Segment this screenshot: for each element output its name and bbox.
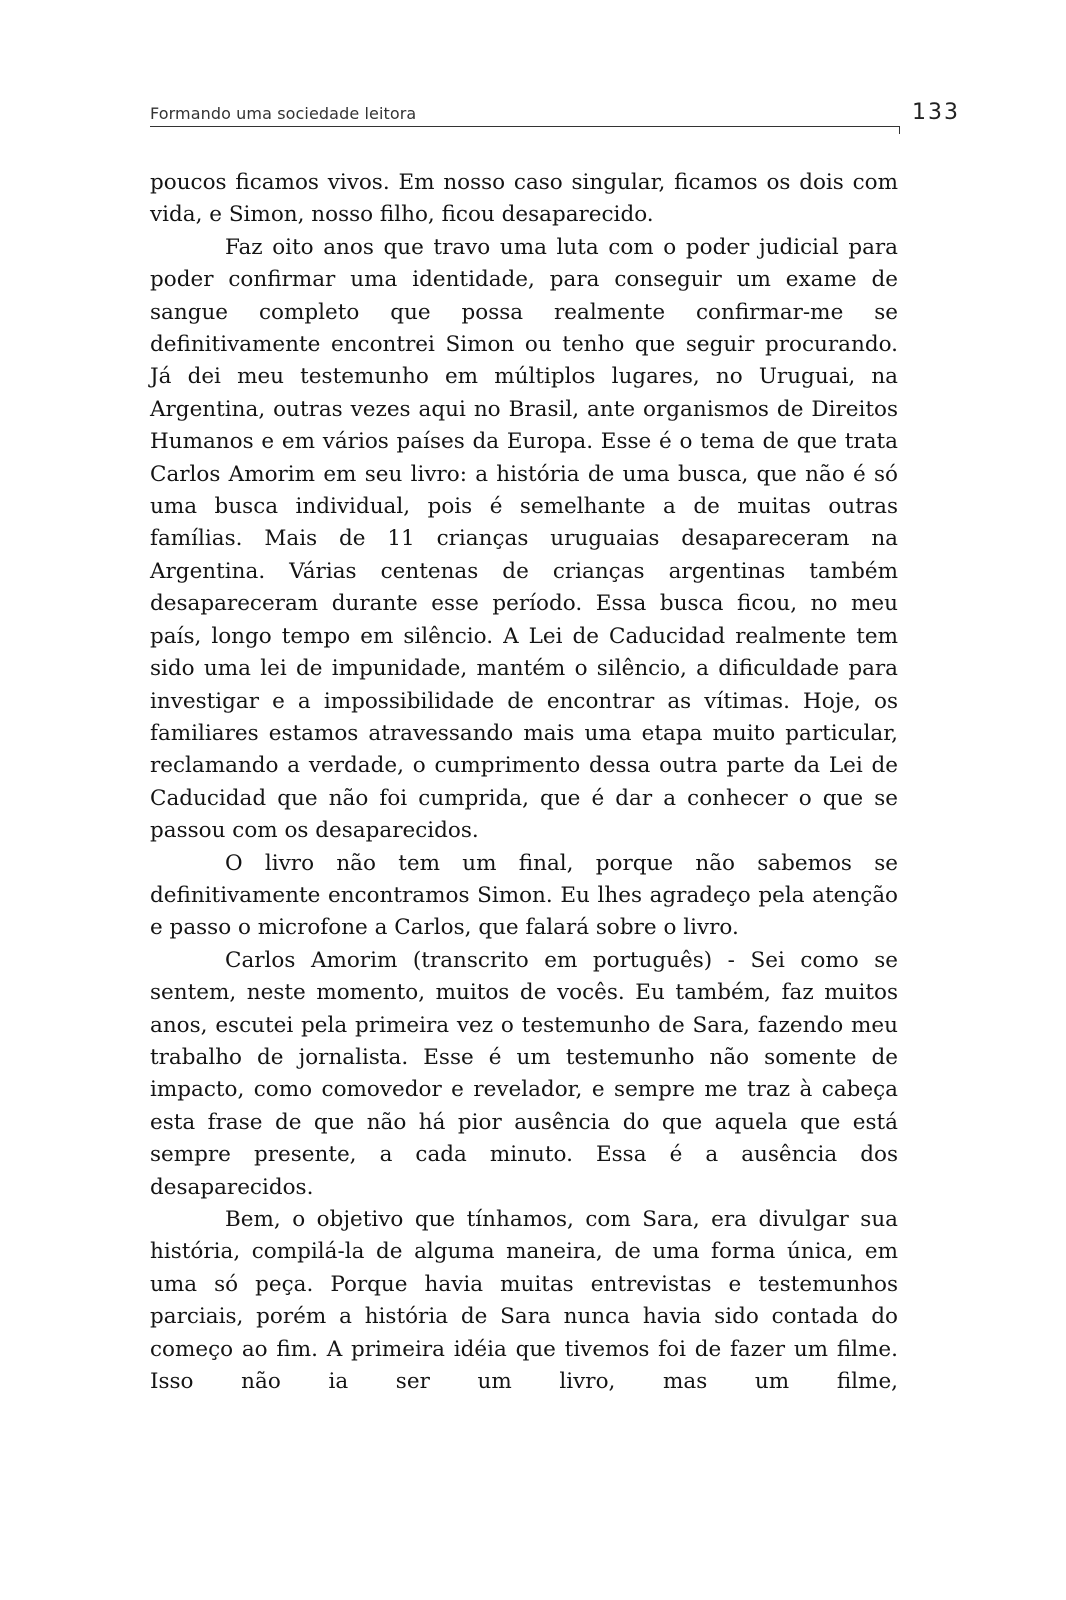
paragraph-1: poucos ficamos vivos. Em nosso caso singular, ficamos os dois com vida, e Simon, nosso filho, ficou desaparecido.	[150, 170, 898, 228]
paragraph-4: Carlos Amorim (transcrito em português) - Sei como se sentem, neste momento, muitos de vocês. Eu também, faz muitos anos, escutei pela primeira vez o testemunho de Sara, fazendo meu trabalho de jornalista. Esse é um testemunho não somente de impacto, como comovedor e revelador, e sempre me traz à cabeça esta frase de que não há pior ausência do que aquela que está sempre presente, a cada minuto. Essa é a ausência dos desaparecidos.	[150, 947, 898, 1200]
paragraph-5: Bem, o objetivo que tínhamos, com Sara, era divulgar sua história, compilá-la de alguma maneira, de uma forma única, em uma só peça. Porque havia muitas entrevistas e testemunhos parciais, porém a história de Sara nunca havia sido contada do começo ao fim. A primeira idéia que tivemos foi de fazer um filme. Isso não ia ser um livro, mas um filme,	[150, 1207, 898, 1395]
running-header	[150, 100, 900, 127]
header-rule-tick	[899, 126, 901, 134]
paragraph-2: Faz oito anos que travo uma luta com o poder judicial para poder confirmar uma identidade, para conseguir um exame de sangue completo que possa realmente confirmar-me se definitivamente encontrei Simon ou tenho que seguir procurando. Já dei meu testemunho em múltiplos lugares, no Uruguai, na Argentina, outras vezes aqui no Brasil, ante organismos de Direitos Humanos e em vários países da Europa. Esse é o tema de que trata Carlos Amorim em seu livro: a história de uma busca, que não é só uma busca individual, pois é semelhante a de muitas outras famílias. Mais de 11 crianças uruguaias desapareceram na Argentina. Várias centenas de crianças argentinas também desapareceram durante esse período. Essa busca ficou, no meu país, longo tempo em silêncio. A Lei de Caducidad realmente tem sido uma lei de impunidade, mantém o silêncio, a dificuldade para investigar e a impossibilidade de encontrar as vítimas. Hoje, os familiares estamos atravessando mais uma etapa muito particular, reclamando a verdade, o cumprimento dessa outra parte da Lei de Caducidad que não foi cumprida, que é dar a conhecer o que se passou com os desaparecidos.	[150, 234, 898, 844]
body-text	[150, 167, 898, 1398]
page-number: 133	[912, 100, 960, 125]
paragraph-3: O livro não tem um final, porque não sabemos se definitivamente encontramos Simon. Eu lhes agradeço pela atenção e passo o microfone a Carlos, que falará sobre o livro.	[150, 850, 898, 941]
running-header-title: Formando uma sociedade leitora	[150, 104, 417, 123]
